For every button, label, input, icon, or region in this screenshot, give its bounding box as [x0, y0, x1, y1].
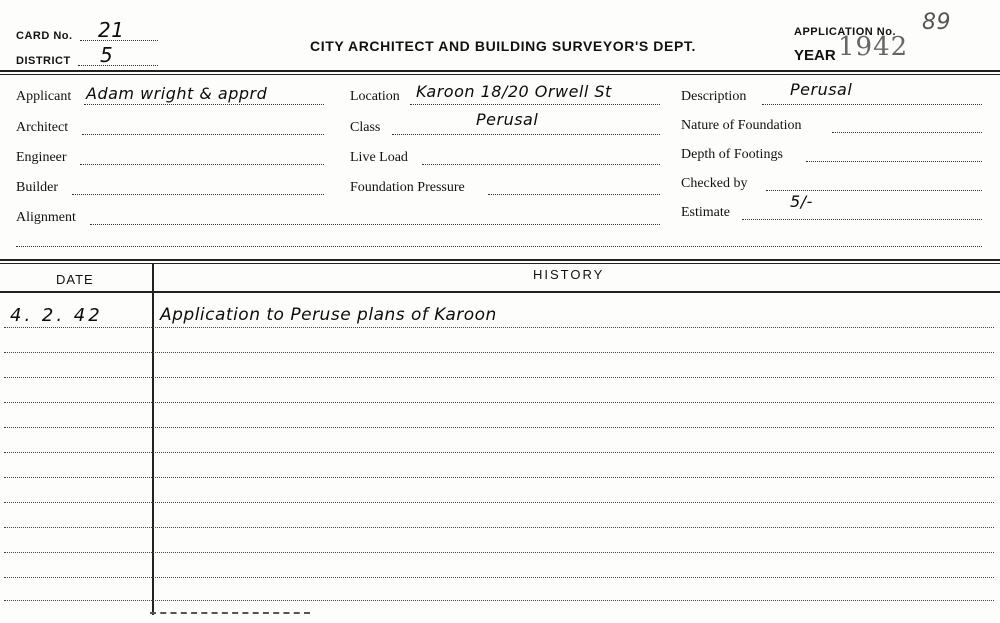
description-label: Description	[681, 89, 747, 104]
history-row-line	[4, 527, 994, 528]
applicant-line	[84, 104, 324, 105]
department-title: CITY ARCHITECT AND BUILDING SURVEYOR'S DEPT.	[310, 38, 696, 54]
estimate-value: 5/-	[790, 192, 813, 211]
builder-line	[72, 194, 324, 195]
fields-blank-line	[16, 246, 982, 247]
location-label: Location	[350, 89, 400, 104]
district-label: DISTRICT	[16, 55, 71, 67]
history-header: HISTORY	[533, 267, 605, 282]
history-entry-text: Application to Peruse plans of Karoon	[160, 305, 497, 325]
estimate-line	[742, 219, 982, 220]
engineer-label: Engineer	[16, 150, 67, 165]
history-row-line	[4, 600, 994, 601]
card-no-label: CARD No.	[16, 30, 73, 42]
description-value: Perusal	[790, 80, 853, 99]
class-line	[392, 134, 660, 135]
history-row-line	[4, 327, 994, 328]
alignment-line	[90, 224, 660, 225]
header-rule	[0, 70, 1000, 72]
location-value: Karoon 18/20 Orwell St	[416, 82, 612, 101]
architect-line	[82, 134, 324, 135]
alignment-label: Alignment	[16, 210, 76, 225]
checked-by-line	[766, 190, 982, 191]
history-row-line	[4, 377, 994, 378]
header-rule-thin	[0, 74, 1000, 75]
history-entry-date: 4. 2. 42	[10, 305, 103, 326]
district-line	[78, 65, 158, 66]
applicant-value: Adam wright & apprd	[86, 84, 268, 103]
history-row-line	[4, 502, 994, 503]
foundation-pressure-label: Foundation Pressure	[350, 180, 465, 195]
applicant-label: Applicant	[16, 89, 72, 104]
architect-label: Architect	[16, 120, 69, 135]
year-label: YEAR	[794, 47, 836, 64]
history-top-rule	[0, 259, 1000, 261]
history-top-rule-thin	[0, 263, 1000, 264]
history-row-line	[4, 452, 994, 453]
live-load-line	[422, 164, 660, 165]
class-value: Perusal	[476, 110, 539, 129]
estimate-label: Estimate	[681, 205, 730, 220]
history-header-rule	[0, 291, 1000, 293]
history-row-line	[4, 577, 994, 578]
application-no-label: APPLICATION No.	[794, 26, 897, 38]
bottom-edge-marks	[150, 612, 310, 614]
date-column-divider	[152, 263, 154, 615]
date-header: DATE	[56, 272, 94, 287]
year-value: 1942	[838, 32, 909, 62]
nature-of-foundation-label: Nature of Foundation	[681, 118, 802, 133]
class-label: Class	[350, 120, 381, 135]
live-load-label: Live Load	[350, 150, 408, 165]
builder-label: Builder	[16, 180, 58, 195]
depth-of-footings-line	[806, 161, 982, 162]
depth-of-footings-label: Depth of Footings	[681, 147, 783, 162]
application-no-value: 89	[922, 10, 951, 35]
nature-of-foundation-line	[832, 132, 982, 133]
district-value: 5	[100, 43, 114, 67]
history-row-line	[4, 427, 994, 428]
history-row-line	[4, 552, 994, 553]
card-no-value: 21	[98, 18, 125, 42]
checked-by-label: Checked by	[681, 176, 748, 191]
description-line	[762, 104, 982, 105]
location-line	[410, 104, 660, 105]
history-row-line	[4, 402, 994, 403]
history-row-line	[4, 352, 994, 353]
history-row-line	[4, 477, 994, 478]
foundation-pressure-line	[488, 194, 660, 195]
engineer-line	[80, 164, 324, 165]
